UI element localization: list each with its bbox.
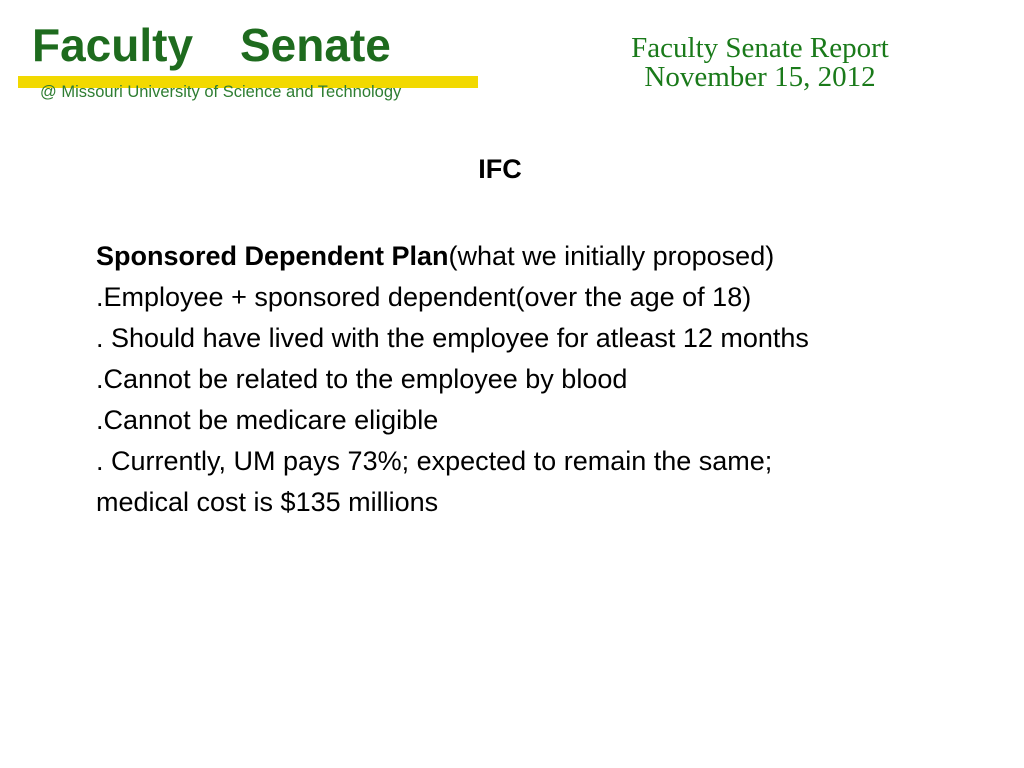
logo-word-senate: Senate — [240, 19, 391, 71]
plan-content — [96, 236, 836, 523]
report-header — [560, 34, 960, 92]
plan-item: .Employee + sponsored dependent(over the age of 18) — [96, 282, 752, 312]
plan-item: .Cannot be related to the employee by blood — [96, 364, 628, 394]
plan-item: . Should have lived with the employee for atleast 12 months — [96, 323, 809, 353]
plan-item: . Currently, UM pays 73%; expected to remain the same; medical cost is $135 millions — [96, 446, 773, 517]
plan-heading-line — [96, 236, 836, 277]
report-title: Faculty Senate Report — [631, 32, 889, 64]
logo-subtitle: @ Missouri University of Science and Technology — [40, 83, 402, 101]
report-date: November 15, 2012 — [644, 61, 876, 93]
plan-heading: Sponsored Dependent Plan — [96, 241, 449, 271]
section-title: IFC — [478, 154, 522, 184]
plan-heading-note: (what we initially proposed) — [448, 241, 775, 271]
logo-word-faculty: Faculty — [32, 19, 194, 71]
plan-item: .Cannot be medicare eligible — [96, 405, 439, 435]
faculty-senate-logo — [18, 18, 480, 104]
